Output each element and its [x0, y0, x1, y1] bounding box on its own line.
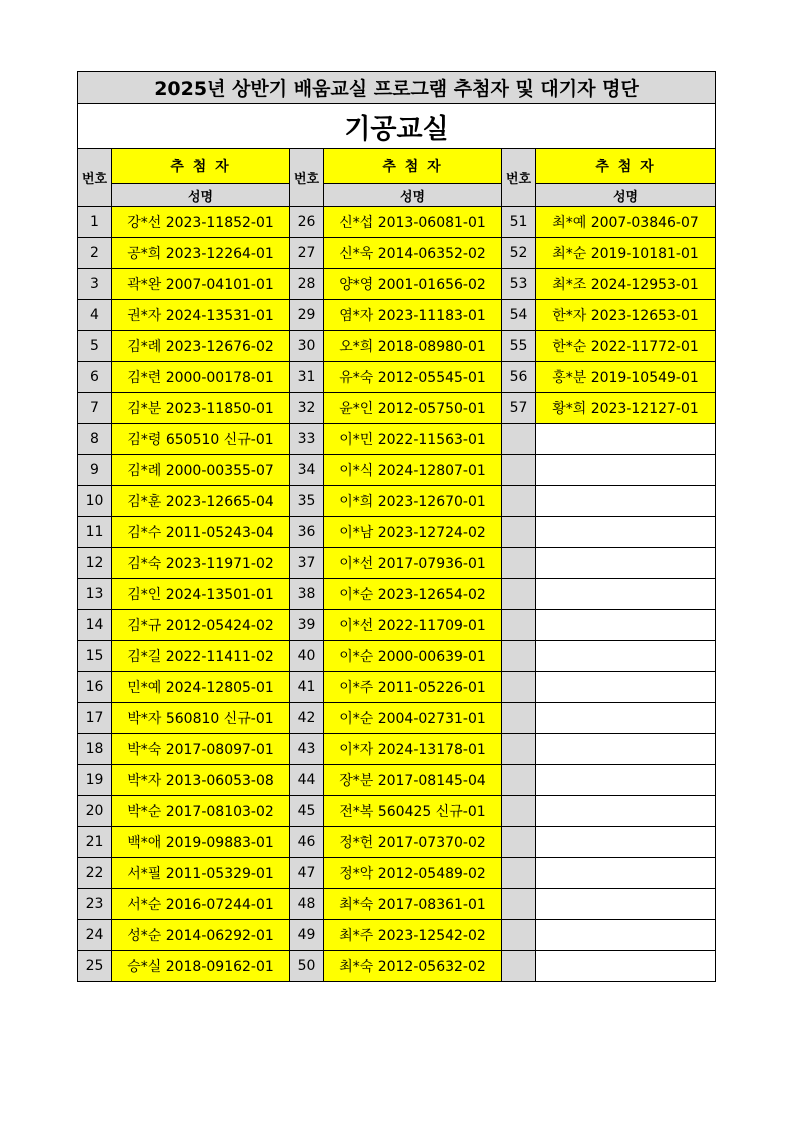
number-header: 번호	[78, 149, 112, 207]
row-number	[502, 858, 536, 889]
row-number: 29	[290, 300, 324, 331]
row-number: 38	[290, 579, 324, 610]
table-row	[78, 424, 716, 455]
person-entry: 황*희 2023-12127-01	[536, 393, 716, 424]
row-number: 46	[290, 827, 324, 858]
row-number: 33	[290, 424, 324, 455]
class-name: 기공교실	[78, 104, 716, 149]
person-entry: 서*필 2011-05329-01	[112, 858, 290, 889]
person-entry: 민*예 2024-12805-01	[112, 672, 290, 703]
table-row	[78, 951, 716, 982]
person-entry: 신*섭 2013-06081-01	[324, 207, 502, 238]
person-entry: 최*순 2019-10181-01	[536, 238, 716, 269]
person-entry: 신*욱 2014-06352-02	[324, 238, 502, 269]
row-number: 7	[78, 393, 112, 424]
person-entry	[536, 827, 716, 858]
person-entry: 염*자 2023-11183-01	[324, 300, 502, 331]
person-entry: 김*훈 2023-12665-04	[112, 486, 290, 517]
table-row	[78, 641, 716, 672]
person-entry: 곽*완 2007-04101-01	[112, 269, 290, 300]
row-number: 36	[290, 517, 324, 548]
person-entry: 김*련 2000-00178-01	[112, 362, 290, 393]
row-number: 37	[290, 548, 324, 579]
row-number: 40	[290, 641, 324, 672]
row-number	[502, 827, 536, 858]
person-entry	[536, 424, 716, 455]
table-row	[78, 238, 716, 269]
row-number: 43	[290, 734, 324, 765]
row-number	[502, 610, 536, 641]
person-entry	[536, 765, 716, 796]
person-entry	[536, 672, 716, 703]
row-number: 30	[290, 331, 324, 362]
person-entry: 오*희 2018-08980-01	[324, 331, 502, 362]
row-number: 16	[78, 672, 112, 703]
row-number: 56	[502, 362, 536, 393]
person-entry: 강*선 2023-11852-01	[112, 207, 290, 238]
person-entry: 이*희 2023-12670-01	[324, 486, 502, 517]
table-row	[78, 889, 716, 920]
person-entry: 승*실 2018-09162-01	[112, 951, 290, 982]
person-entry	[536, 703, 716, 734]
row-number: 54	[502, 300, 536, 331]
person-entry	[536, 951, 716, 982]
person-entry: 최*숙 2012-05632-02	[324, 951, 502, 982]
person-entry: 최*숙 2017-08361-01	[324, 889, 502, 920]
person-entry: 홍*분 2019-10549-01	[536, 362, 716, 393]
row-number	[502, 672, 536, 703]
person-entry: 이*선 2022-11709-01	[324, 610, 502, 641]
person-entry: 전*복 560425 신규-01	[324, 796, 502, 827]
row-number: 53	[502, 269, 536, 300]
row-number: 15	[78, 641, 112, 672]
row-number: 1	[78, 207, 112, 238]
table-row	[78, 486, 716, 517]
row-number: 41	[290, 672, 324, 703]
row-number: 55	[502, 331, 536, 362]
number-header: 번호	[290, 149, 324, 207]
person-entry: 이*순 2023-12654-02	[324, 579, 502, 610]
table-row	[78, 517, 716, 548]
person-entry: 김*례 2000-00355-07	[112, 455, 290, 486]
name-header: 성명	[324, 184, 502, 207]
person-entry	[536, 889, 716, 920]
row-number: 49	[290, 920, 324, 951]
row-number: 17	[78, 703, 112, 734]
row-number: 21	[78, 827, 112, 858]
row-number: 51	[502, 207, 536, 238]
row-number: 3	[78, 269, 112, 300]
row-number: 4	[78, 300, 112, 331]
row-number	[502, 424, 536, 455]
table-row	[78, 331, 716, 362]
table-row	[78, 269, 716, 300]
person-entry	[536, 796, 716, 827]
row-number	[502, 703, 536, 734]
person-entry: 이*주 2011-05226-01	[324, 672, 502, 703]
selected-header: 추 첨 자	[324, 149, 502, 184]
row-number: 19	[78, 765, 112, 796]
row-number: 25	[78, 951, 112, 982]
selected-header: 추 첨 자	[536, 149, 716, 184]
row-number	[502, 920, 536, 951]
person-entry: 정*악 2012-05489-02	[324, 858, 502, 889]
row-number: 6	[78, 362, 112, 393]
row-number: 31	[290, 362, 324, 393]
person-entry	[536, 455, 716, 486]
row-number: 18	[78, 734, 112, 765]
table-row	[78, 300, 716, 331]
person-entry: 김*규 2012-05424-02	[112, 610, 290, 641]
person-entry: 이*자 2024-13178-01	[324, 734, 502, 765]
document-title: 2025년 상반기 배움교실 프로그램 추첨자 및 대기자 명단	[78, 72, 716, 104]
row-number: 13	[78, 579, 112, 610]
table-row	[78, 827, 716, 858]
person-entry	[536, 610, 716, 641]
row-number: 35	[290, 486, 324, 517]
row-number: 10	[78, 486, 112, 517]
table-row	[78, 920, 716, 951]
lottery-table	[77, 71, 716, 982]
row-number	[502, 796, 536, 827]
table-row	[78, 579, 716, 610]
row-number	[502, 548, 536, 579]
person-entry: 백*애 2019-09883-01	[112, 827, 290, 858]
person-entry: 정*헌 2017-07370-02	[324, 827, 502, 858]
selected-header: 추 첨 자	[112, 149, 290, 184]
person-entry: 김*분 2023-11850-01	[112, 393, 290, 424]
row-number	[502, 486, 536, 517]
person-entry: 이*식 2024-12807-01	[324, 455, 502, 486]
row-number: 47	[290, 858, 324, 889]
row-number: 14	[78, 610, 112, 641]
table-row	[78, 672, 716, 703]
row-number: 23	[78, 889, 112, 920]
row-number	[502, 641, 536, 672]
person-entry: 유*숙 2012-05545-01	[324, 362, 502, 393]
person-entry: 김*례 2023-12676-02	[112, 331, 290, 362]
table-row	[78, 765, 716, 796]
person-entry	[536, 548, 716, 579]
number-header: 번호	[502, 149, 536, 207]
table-row	[78, 796, 716, 827]
row-number: 32	[290, 393, 324, 424]
person-entry: 김*인 2024-13501-01	[112, 579, 290, 610]
person-entry: 박*자 2013-06053-08	[112, 765, 290, 796]
person-entry	[536, 641, 716, 672]
person-entry: 공*희 2023-12264-01	[112, 238, 290, 269]
person-entry: 성*순 2014-06292-01	[112, 920, 290, 951]
row-number: 39	[290, 610, 324, 641]
name-header: 성명	[112, 184, 290, 207]
name-header: 성명	[536, 184, 716, 207]
row-number	[502, 951, 536, 982]
person-entry: 윤*인 2012-05750-01	[324, 393, 502, 424]
person-entry: 박*숙 2017-08097-01	[112, 734, 290, 765]
person-entry: 한*순 2022-11772-01	[536, 331, 716, 362]
person-entry: 이*순 2004-02731-01	[324, 703, 502, 734]
person-entry: 김*길 2022-11411-02	[112, 641, 290, 672]
table-row	[78, 207, 716, 238]
row-number	[502, 889, 536, 920]
person-entry: 박*자 560810 신규-01	[112, 703, 290, 734]
person-entry: 김*숙 2023-11971-02	[112, 548, 290, 579]
person-entry: 한*자 2023-12653-01	[536, 300, 716, 331]
row-number: 24	[78, 920, 112, 951]
person-entry: 김*령 650510 신규-01	[112, 424, 290, 455]
person-entry: 박*순 2017-08103-02	[112, 796, 290, 827]
person-entry: 최*조 2024-12953-01	[536, 269, 716, 300]
row-number: 44	[290, 765, 324, 796]
table-row	[78, 455, 716, 486]
person-entry: 서*순 2016-07244-01	[112, 889, 290, 920]
person-entry: 최*예 2007-03846-07	[536, 207, 716, 238]
person-entry: 이*민 2022-11563-01	[324, 424, 502, 455]
person-entry: 이*순 2000-00639-01	[324, 641, 502, 672]
person-entry	[536, 858, 716, 889]
table-row	[78, 703, 716, 734]
row-number: 27	[290, 238, 324, 269]
person-entry	[536, 517, 716, 548]
person-entry: 이*남 2023-12724-02	[324, 517, 502, 548]
row-number: 42	[290, 703, 324, 734]
row-number: 48	[290, 889, 324, 920]
person-entry: 이*선 2017-07936-01	[324, 548, 502, 579]
table-row	[78, 548, 716, 579]
row-number: 26	[290, 207, 324, 238]
row-number: 34	[290, 455, 324, 486]
row-number: 2	[78, 238, 112, 269]
row-number: 57	[502, 393, 536, 424]
person-entry: 김*수 2011-05243-04	[112, 517, 290, 548]
person-entry	[536, 579, 716, 610]
person-entry: 양*영 2001-01656-02	[324, 269, 502, 300]
row-number: 50	[290, 951, 324, 982]
table-row	[78, 362, 716, 393]
row-number	[502, 579, 536, 610]
row-number: 5	[78, 331, 112, 362]
row-number: 9	[78, 455, 112, 486]
row-number: 52	[502, 238, 536, 269]
row-number: 12	[78, 548, 112, 579]
row-number	[502, 734, 536, 765]
row-number	[502, 455, 536, 486]
person-entry: 장*분 2017-08145-04	[324, 765, 502, 796]
table-row	[78, 610, 716, 641]
row-number	[502, 765, 536, 796]
row-number: 22	[78, 858, 112, 889]
person-entry	[536, 734, 716, 765]
table-row	[78, 734, 716, 765]
person-entry	[536, 920, 716, 951]
row-number: 8	[78, 424, 112, 455]
table-row	[78, 858, 716, 889]
row-number	[502, 517, 536, 548]
row-number: 45	[290, 796, 324, 827]
row-number: 28	[290, 269, 324, 300]
person-entry	[536, 486, 716, 517]
person-entry: 권*자 2024-13531-01	[112, 300, 290, 331]
row-number: 20	[78, 796, 112, 827]
person-entry: 최*주 2023-12542-02	[324, 920, 502, 951]
row-number: 11	[78, 517, 112, 548]
table-row	[78, 393, 716, 424]
